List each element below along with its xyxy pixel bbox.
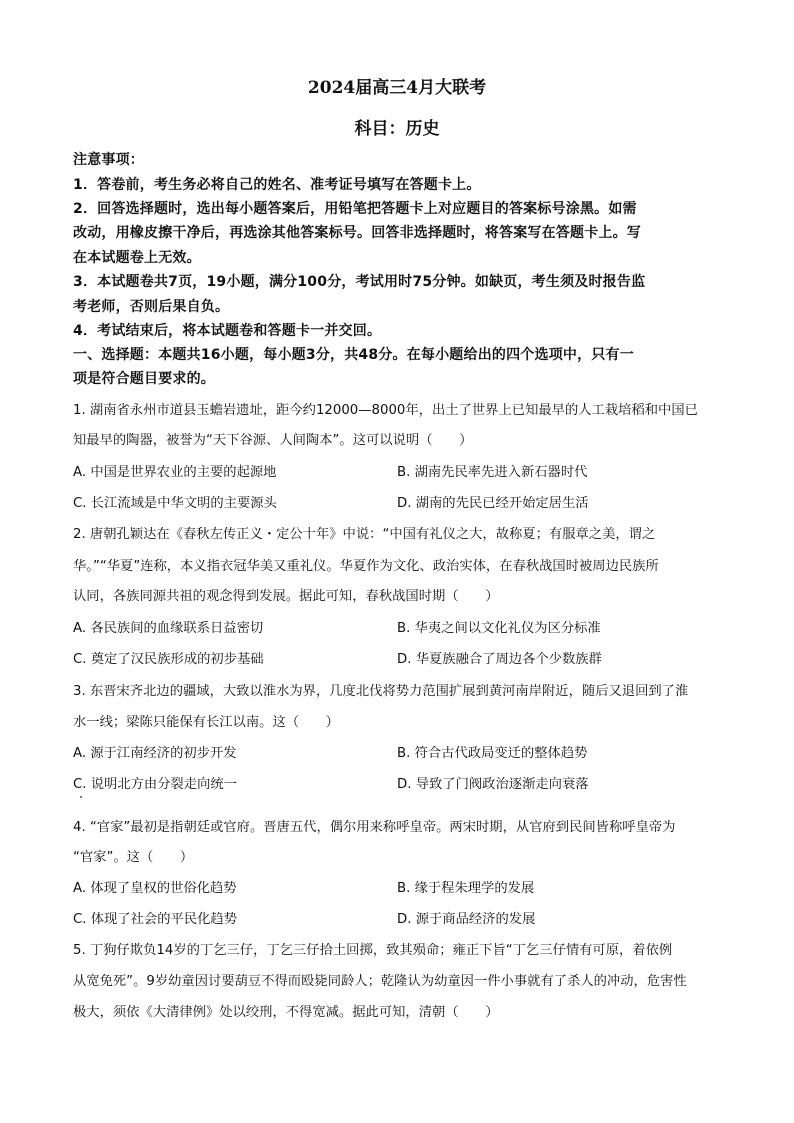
question-stem: 知最早的陶器，被誉为“天下谷源、人间陶本”。这可以说明（ ） [73, 433, 473, 448]
question-stem: 认同，各族同源共祖的观念得到发展。据此可知，春秋战国时期（ ） [73, 589, 499, 604]
option-d: D. 华夏族融合了周边各个少数族群 [397, 652, 602, 667]
option-c: C. 长江流域是中华文明的主要源头 [73, 496, 277, 511]
option-a: A. 体现了皇权的世俗化趋势 [73, 881, 237, 896]
question-stem: 4. “官家”最初是指朝廷或官府。晋唐五代，偶尔用来称呼皇帝。两宋时期，从官府到民间皆称呼皇帝为 [73, 820, 676, 835]
notice-item: 在本试题卷上无效。 [73, 250, 201, 266]
notice-item: 2．回答选择题时，选出每小题答案后，用铅笔把答题卡上对应题目的答案标号涂黑。如需 [73, 201, 637, 217]
option-b: B. 缘于程朱理学的发展 [397, 881, 535, 896]
question-stem: 从宽免死”。9岁幼童因讨要葫豆不得而殴毙同龄人；乾隆认为幼童因一件小事就有了杀人的冲动，危害性 [73, 974, 687, 989]
section-heading: 项是符合题目要求的。 [73, 371, 215, 387]
exam-title: 2024届高三4月大联考 [307, 78, 487, 98]
option-c: C. 奠定了汉民族形成的初步基础 [73, 652, 264, 667]
option-b: B. 华夷之间以文化礼仪为区分标准 [397, 621, 601, 636]
option-c: C. 体现了社会的平民化趋势 [73, 912, 238, 927]
question-stem: 2. 唐朝孔颖达在《春秋左传正义・定公十年》中说：“中国有礼仪之大，故称夏；有服章之美，谓之 [73, 527, 656, 542]
option-d: D. 湖南的先民已经开始定居生活 [397, 496, 589, 511]
option-b: B. 湖南先民率先进入新石器时代 [397, 465, 588, 480]
question-stem: 极大，须依《大清律例》处以绞刑，不得宽减。据此可知，清朝（ ） [73, 1005, 499, 1020]
notice-item: 1．答卷前，考生务必将自己的姓名、准考证号填写在答题卡上。 [73, 177, 481, 193]
stray-dot [80, 796, 82, 798]
notice-item: 4．考试结束后，将本试题卷和答题卡一并交回。 [73, 323, 382, 339]
option-c: C. 说明北方由分裂走向统一 [73, 777, 238, 792]
question-stem: 水一线；梁陈只能保有长江以南。这（ ） [73, 715, 339, 730]
question-stem: 华。”“华夏”连称，本义指衣冠华美又重礼仪。华夏作为文化、政治实体，在春秋战国时被周边民族所 [73, 559, 659, 574]
question-stem: 3. 东晋宋齐北边的疆域，大致以淮水为界，几度北伐将势力范围扩展到黄河南岸附近，随后又退回到了淮 [73, 684, 689, 699]
option-d: D. 导致了门阀政治逐渐走向衰落 [397, 777, 589, 792]
section-heading: 一、选择题：本题共16小题，每小题3分，共48分。在每小题给出的四个选项中，只有一 [73, 347, 634, 363]
notice-item: 改动，用橡皮擦干净后，再选涂其他答案标号。回答非选择题时，将答案写在答题卡上。写 [73, 225, 641, 241]
notice-heading: 注意事项： [73, 152, 144, 168]
option-a: A. 各民族间的血缘联系日益密切 [73, 621, 264, 636]
question-stem: 1. 湖南省永州市道县玉蟾岩遗址，距今约12000—8000年，出土了世界上已知最早的人工栽培稻和中国已 [73, 403, 698, 418]
exam-subject: 科目：历史 [354, 119, 440, 139]
option-d: D. 源于商品经济的发展 [397, 912, 536, 927]
question-stem: 5. 丁狗仔欺负14岁的丁乞三仔，丁乞三仔拾土回掷，致其殒命；雍正下旨“丁乞三仔情有可原，着依例 [73, 943, 673, 958]
notice-item: 3．本试题卷共7页，19小题，满分100分，考试用时75分钟。如缺页，考生须及时报告监 [73, 274, 646, 290]
option-b: B. 符合古代政局变迁的整体趋势 [397, 746, 588, 761]
notice-item: 考老师，否则后果自负。 [73, 299, 230, 315]
question-stem: “官家”。这（ ） [73, 850, 194, 865]
option-a: A. 源于江南经济的初步开发 [73, 746, 237, 761]
option-a: A. 中国是世界农业的主要的起源地 [73, 465, 277, 480]
